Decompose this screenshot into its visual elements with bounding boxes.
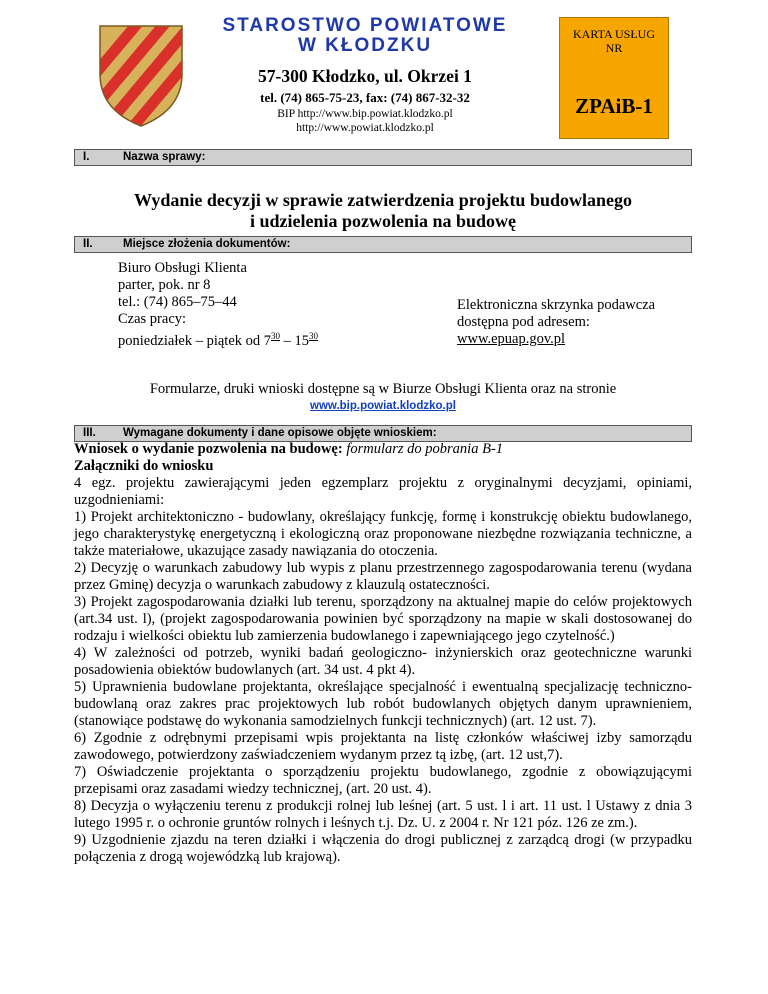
office-phone-fax: tel. (74) 865-75-23, fax: (74) 867-32-32 [260, 90, 470, 105]
service-card-box [559, 17, 669, 139]
forms-note: Formularze, druki wnioski dostępne są w Biurze Obsługi Klienta oraz na stronie [149, 381, 617, 397]
office-name-line1: STAROSTWO POWIATOWE [222, 15, 508, 36]
section-1-number: I. [83, 151, 90, 163]
list-item: 8) Decyzja o wyłączeniu terenu z produkcji rolnej lub leśnej (art. 5 ust. l i art. 11 ust. l Ustawy z dnia 3 lutego 1995 r. o ochronie gruntów rolnych i leśnych t.j. Dz. U. z 2004 r. Nr 121 póz. 126 ze zm.). [74, 798, 692, 831]
office-hours [118, 328, 418, 350]
bip-url: BIP http://www.bip.powiat.klodzko.pl [277, 108, 453, 120]
service-card-label [560, 27, 668, 55]
list-item: 7) Oświadczenie projektanta o sporządzeniu projektu budowlanego, zgodnie z obowiązującymi przepisami oraz zasadami wiedzy technicznej, (art. 20 ust. 4). [74, 764, 692, 797]
service-card-label-line1: KARTA USŁUG [573, 27, 655, 41]
office-name-line2: W KŁODZKU [297, 35, 433, 56]
office-name [205, 16, 525, 56]
list-item: 9) Uzgodnienie zjazdu na teren działki i włączenia do drogi publicznej z zarządcą drogi (w przypadku połączenia z drogą wojewódzką lub krajową). [74, 832, 692, 865]
case-title-line2: i udzielenia pozwolenia na budowę [249, 211, 517, 231]
office-phone: tel.: (74) 865–75–44 [118, 294, 237, 310]
case-title-line1: Wydanie decyzji w sprawie zatwierdzenia projektu budowlanego [134, 190, 632, 210]
section-2-label: Miejsce złożenia dokumentów: [123, 238, 291, 250]
office-hours-label: Czas pracy: [118, 311, 187, 327]
section-3-label: Wymagane dokumenty i dane opisowe objęte wnioskiem: [123, 427, 437, 439]
attachments-intro: 4 egz. projektu zawierającymi jeden egzemplarz projektu z oryginalnymi decyzjami, opiniami, uzgodnieniami: [74, 475, 692, 508]
list-item: 6) Zgodnie z odrębnymi przepisami wpis projektanta na listę członków właściwej izby samorządu zawodowego, potwierdzony zaświadczeniem wydanym przez tą izbę, (art. 12 ust,7). [74, 730, 692, 763]
attachments-heading [74, 458, 692, 475]
epuap-link[interactable]: www.epuap.gov.pl [457, 331, 566, 347]
coat-of-arms-icon [98, 24, 184, 128]
epuap-line1: Elektroniczna skrzynka podawcza [457, 297, 656, 313]
section-1-label: Nazwa sprawy: [123, 151, 206, 163]
application-lead [74, 441, 692, 458]
service-card-code: ZPAiB-1 [575, 94, 653, 118]
list-item: 1) Projekt architektoniczno - budowlany, określający funkcję, formę i konstrukcję obiektu budowlanego, jego charakterystykę energetyczną i ekologiczną oraz proponowane niezbędne rozwiązania techniczne, a także materiałowe, ukazujące zasady nawiązania do otoczenia. [74, 509, 692, 559]
site-url: http://www.powiat.klodzko.pl [296, 122, 434, 134]
hours-dash: – 15 [280, 332, 310, 349]
office-info [118, 260, 418, 350]
office-location: parter, pok. nr 8 [118, 277, 211, 293]
list-item: 5) Uprawnienia budowlane projektanta, określające specjalność i ewentualną specjalizację techniczno- budowlaną oraz zakres prac projektowych lub robót budowlanych objętych danym uprawnieniem, (stanowiące podstawę do wykonania samodzielnych funkcji technicznych) (art. 12 ust. 7). [74, 679, 692, 729]
section-1-header [74, 149, 692, 166]
case-title [74, 190, 692, 232]
forms-link[interactable]: www.bip.powiat.klodzko.pl [310, 400, 456, 412]
required-documents [74, 441, 692, 866]
application-lead-text: Wniosek o wydanie pozwolenia na budowę: [74, 441, 343, 457]
form-reference: formularz do pobrania B-1 [346, 441, 504, 457]
office-address: 57-300 Kłodzko, ul. Okrzei 1 [258, 66, 472, 86]
section-2-number: II. [83, 238, 93, 250]
attachments-heading-text: Załączniki do wniosku [74, 458, 214, 474]
list-item: 2) Decyzję o warunkach zabudowy lub wypis z planu przestrzennego zagospodarowania terenu (wydana przez Gminę) decyzja o warunkach zabudowy z klauzulą ostateczności. [74, 560, 692, 593]
section-2-header [74, 236, 692, 253]
hours-prefix: poniedziałek – piątek od 7 [118, 332, 272, 349]
section-3-header [74, 425, 692, 442]
section-3-number: III. [83, 427, 96, 439]
list-item: 3) Projekt zagospodarowania działki lub terenu, sporządzony na aktualnej mapie do celów projektowych (art.34 ust. l), (projekt zagospodarowania powinien być sporządzony na mapie w skali dostosowanej do rodzaju i wielkości obiektu lub zamierzenia budowlanego i zapewniającego jego czytelność.) [74, 594, 692, 644]
office-name-text: Biuro Obsługi Klienta [118, 260, 247, 276]
epuap-info [457, 297, 707, 348]
epuap-line2: dostępna pod adresem: [457, 314, 590, 330]
list-item: 4) W zależności od potrzeb, wyniki badań geologiczno- inżynierskich oraz geotechniczne warunki posadowienia obiektów budowlanych (art. 34 ust. 4 pkt 4). [74, 645, 692, 678]
office-urls [205, 107, 525, 135]
hours-open-min: 30 [271, 331, 281, 341]
service-card-label-line2: NR [605, 41, 623, 55]
hours-close-min: 30 [309, 331, 319, 341]
